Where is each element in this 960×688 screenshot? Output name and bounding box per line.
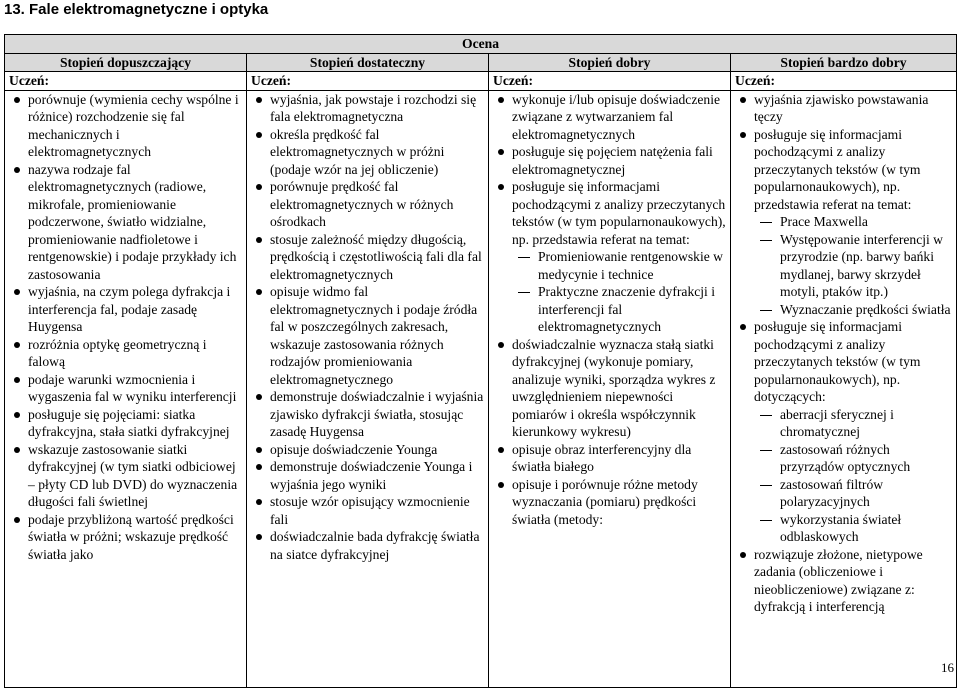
list-item	[735, 318, 952, 546]
list-item-text: opisuje doświadczenie Younga	[270, 441, 438, 457]
student-label: Uczeń:	[5, 72, 247, 91]
list-item-text: opisuje i porównuje różne metody wyznaczania (pomiaru) prędkości światła (metody:	[512, 476, 698, 527]
requirements-list	[735, 91, 952, 616]
list-item-text: posługuje się informacjami pochodzącymi z analizy przeczytanych tekstów (w tym popularnonaukowych), np. przedstawia referat na temat:	[512, 179, 726, 247]
requirements-list	[9, 91, 242, 564]
requirements-list	[493, 91, 726, 529]
list-item-text: opisuje widmo fal elektromagnetycznych i podaje źródła fal w poszczególnych zakresach, wskazuje zastosowania różnych rodzajów promieniowania elektromagnetycznego	[270, 284, 478, 387]
list-item	[251, 178, 484, 231]
list-item	[493, 476, 726, 529]
list-item-text: demonstruje doświadczenie Younga i wyjaśnia jego wyniki	[270, 459, 473, 492]
list-item	[493, 143, 726, 178]
list-item	[9, 336, 242, 371]
grade-header-row	[5, 53, 957, 72]
list-item	[9, 406, 242, 441]
list-item	[251, 388, 484, 441]
list-item-text: określa prędkość fal elektromagnetycznych w próżni (podaje wzór na jej obliczenie)	[270, 126, 445, 177]
list-item-text: posługuje się informacjami pochodzącymi z analizy przeczytanych tekstów (w tym popularnonaukowych), np. dotyczących:	[754, 319, 921, 404]
grade-header: Stopień dopuszczający	[5, 53, 247, 72]
sub-list-item: Praktyczne znaczenie dyfrakcji i interferencji fal elektromagnetycznych	[512, 283, 726, 336]
list-item	[9, 441, 242, 511]
requirements-cell	[5, 90, 247, 687]
student-label-row	[5, 72, 957, 91]
list-item	[9, 161, 242, 284]
list-item	[251, 441, 484, 459]
list-item	[493, 441, 726, 476]
list-item-text: wykonuje i/lub opisuje doświadczenie związane z wytwarzaniem fal elektromagnetycznych	[512, 91, 721, 142]
requirements-cell	[731, 90, 957, 687]
list-item	[9, 91, 242, 161]
sub-list	[754, 406, 952, 546]
list-item	[735, 546, 952, 616]
sub-list-item: Prace Maxwella	[754, 213, 952, 231]
sub-list-item: Wyznaczanie prędkości światła	[754, 301, 952, 319]
list-item	[735, 91, 952, 126]
list-item-text: wyjaśnia, na czym polega dyfrakcja i interferencja fal, podaje zasadę Huygensa	[28, 284, 231, 334]
list-item	[735, 126, 952, 319]
list-item-text: doświadczalnie wyznacza stałą siatki dyfrakcyjnej (wykonuje pomiary, analizuje wyniki, sporządza wykres z uwzględnieniem niepewności pomiarów i określa współczynnik kierunkowy wykresu)	[512, 336, 716, 439]
list-item-text: porównuje (wymienia cechy wspólne i różnice) rozchodzenie się fal mechanicznych i elektromagnetycznych	[28, 91, 239, 159]
list-item-text: opisuje obraz interferencyjny dla światła białego	[512, 441, 692, 474]
sub-list-item: Promieniowanie rentgenowskie w medycynie i technice	[512, 248, 726, 283]
list-item-text: porównuje prędkość fal elektromagnetycznych w różnych ośrodkach	[270, 179, 454, 229]
grade-header: Stopień bardzo dobry	[731, 53, 957, 72]
list-item	[251, 528, 484, 563]
sub-list-item: wykorzystania świateł odblaskowych	[754, 511, 952, 546]
grade-header: Stopień dobry	[489, 53, 731, 72]
list-item-text: doświadczalnie bada dyfrakcję światła na siatce dyfrakcyjnej	[270, 529, 480, 562]
requirements-cell	[489, 90, 731, 687]
student-label: Uczeń:	[731, 72, 957, 91]
list-item-text: demonstruje doświadczalnie i wyjaśnia zjawisko dyfrakcji światła, stosując zasadę Huygensa	[270, 389, 484, 439]
list-item	[493, 91, 726, 144]
sub-list-item: zastosowań filtrów polaryzacyjnych	[754, 476, 952, 511]
list-item-text: rozwiązuje złożone, nietypowe zadania (obliczeniowe i nieobliczeniowe) związane z: dyfrakcją i interferencją	[754, 546, 923, 614]
list-item	[9, 511, 242, 564]
list-item	[9, 283, 242, 336]
list-item-text: rozróżnia optykę geometryczną i falową	[28, 336, 207, 369]
requirements-row	[5, 90, 957, 687]
list-item	[251, 458, 484, 493]
requirements-list	[251, 91, 484, 564]
list-item	[251, 283, 484, 388]
sub-list-item: zastosowań różnych przyrządów optycznych	[754, 441, 952, 476]
sub-list-item: aberracji sferycznej i chromatycznej	[754, 406, 952, 441]
list-item-text: stosuje wzór opisujący wzmocnienie fali	[270, 494, 470, 527]
table-header-ocena: Ocena	[5, 35, 957, 54]
sub-list	[512, 248, 726, 336]
list-item-text: posługuje się informacjami pochodzącymi z analizy przeczytanych tekstów (w tym popularnonaukowych), np. przedstawia referat na temat:	[754, 126, 921, 212]
list-item-text: podaje warunki wzmocnienia i wygaszenia fal w wyniku interferencji	[28, 371, 237, 404]
page-number: 16	[941, 660, 954, 675]
student-label: Uczeń:	[247, 72, 489, 91]
requirements-cell	[247, 90, 489, 687]
list-item	[251, 91, 484, 126]
list-item-text: wyjaśnia zjawisko powstawania tęczy	[754, 91, 929, 124]
grade-header: Stopień dostateczny	[247, 53, 489, 72]
list-item-text: wskazuje zastosowanie siatki dyfrakcyjnej (w tym siatki odbiciowej – płyty CD lub DVD) do wyznaczenia długości fali świetlnej	[28, 441, 238, 509]
list-item-text: nazywa rodzaje fal elektromagnetycznych (radiowe, mikrofale, promieniowanie podczerwone, światło widzialne, promieniowanie nadfioletowe i rentgenowskie) i podaje przykłady ich zastosowania	[28, 161, 237, 282]
list-item	[251, 493, 484, 528]
sub-list-item: Występowanie interferencji w przyrodzie (np. barwy bańki mydlanej, barwy skrzydeł motyli, ptaków itp.)	[754, 231, 952, 301]
sub-list	[754, 213, 952, 318]
list-item-text: posługuje się pojęciem natężenia fali elektromagnetycznej	[512, 144, 713, 177]
list-item-text: wyjaśnia, jak powstaje i rozchodzi się fala elektromagnetyczna	[270, 91, 477, 124]
list-item	[493, 178, 726, 336]
table-header-row	[5, 35, 957, 54]
grading-table	[4, 34, 957, 688]
list-item	[493, 336, 726, 441]
list-item	[9, 371, 242, 406]
section-title: 13. Fale elektromagnetyczne i optyka	[4, 1, 269, 18]
list-item-text: posługuje się pojęciami: siatka dyfrakcyjna, stała siatki dyfrakcyjnej	[28, 406, 230, 439]
list-item-text: podaje przybliżoną wartość prędkości światła w próżni; wskazuje prędkość światła jako	[28, 511, 234, 562]
list-item	[251, 126, 484, 179]
list-item	[251, 231, 484, 284]
student-label: Uczeń:	[489, 72, 731, 91]
list-item-text: stosuje zależność między długością, prędkością i częstotliwością fali dla fal elektromagnetycznych	[270, 231, 482, 282]
